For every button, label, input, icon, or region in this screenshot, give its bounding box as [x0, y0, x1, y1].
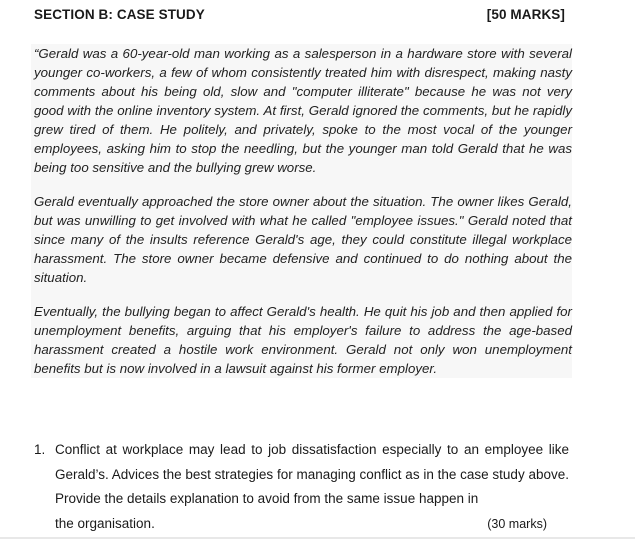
case-paragraph-2: Gerald eventually approached the store owner about the situation. The owner likes Gerald, but was unwilling to get involved with what he called "employee issues." Gerald noted that since many of the insults reference Gerald's age, they could constitute illegal workplace harassment. The store owner became defensive and continued to do nothing about the situation.: [34, 194, 572, 285]
question-last-line: [55, 512, 569, 537]
section-marks: [50 MARKS]: [486, 6, 565, 22]
section-title: SECTION B: CASE STUDY: [34, 6, 205, 22]
case-study-text: [31, 44, 572, 378]
question-text: Conflict at workplace may lead to job dissatisfaction especially to an employee like Gerald’s. Advices the best strategies for managing conflict as in the case study above. Provide the details explanation to avoid from the same issue happen in: [55, 442, 569, 506]
question-number: 1.: [34, 442, 46, 457]
question-1: [34, 438, 569, 536]
question-text-end: the organisation.: [55, 515, 155, 531]
case-paragraph-3: Eventually, the bullying began to affect Gerald's health. He quit his job and then applied for unemployment benefits, arguing that his employer's failure to address the age-based harassment created a hostile work environment. Gerald not only won unemployment benefits but is now involved in a lawsuit against his former employer.: [34, 304, 572, 376]
question-marks: (30 marks): [487, 516, 547, 531]
case-paragraph-1: “Gerald was a 60-year-old man working as a salesperson in a hardware store with several younger co-workers, a few of whom consistently treated him with disrespect, making nasty comments about his being old, slow and "computer illiterate" because he was not very good with the online inventory system. At first, Gerald ignored the comments, but he rapidly grew tired of them. He politely, and privately, spoke to the most vocal of the younger employees, asking him to stop the needling, but the younger man told Gerald that he was being too sensitive and the bullying grew worse.: [34, 46, 572, 175]
question-body: [55, 438, 569, 536]
section-header: [34, 4, 565, 24]
page-bottom-edge: [0, 537, 635, 539]
